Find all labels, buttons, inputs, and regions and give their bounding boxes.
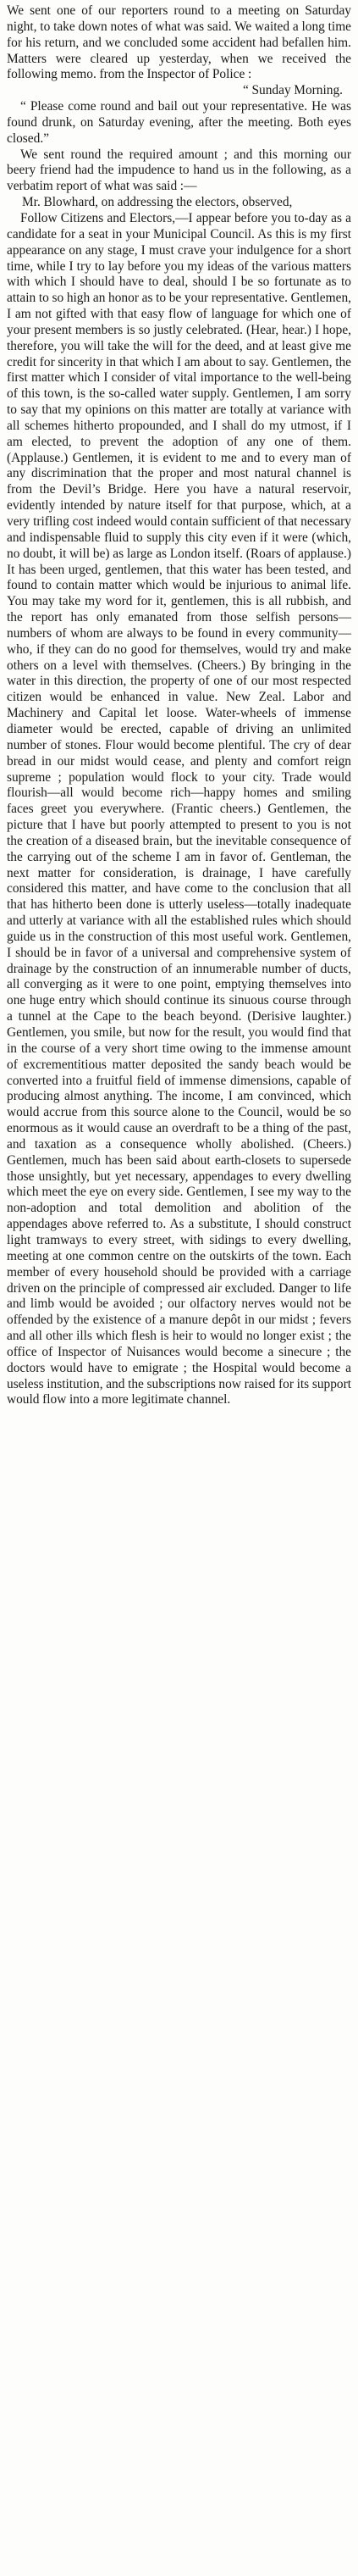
- memo-body: “ Please come round and bail out your representative. He was found drunk, on Saturday evening, after the meeting. Both eyes closed.”: [7, 99, 351, 146]
- memo-dateline: “ Sunday Morning.: [242, 83, 343, 98]
- article-column: [7, 3, 351, 1408]
- reply-paragraph: We sent round the required amount ; and this morning our beery friend had the impudence to hand us in the following, as a verbatim report of what was said :—: [7, 147, 351, 194]
- intro-paragraph: We sent one of our reporters round to a meeting on Saturday night, to take down notes of what was said. We waited a long time for his return, and we concluded some accident had befallen him. Matters were cleared up yesterday, when we received the following memo. from the Inspector of Police :: [7, 3, 351, 82]
- speaker-intro: Mr. Blowhard, on addressing the electors, observed,: [22, 195, 293, 210]
- speech-body: Follow Citizens and Electors,—I appear before you to-day as a candidate for a seat in your Municipal Council. As this is my first appearance on any stage, I must crave your indulgence for a short time, while I try to lay before you my ideas of the various matters with which I should have to deal, should I be so fortunate as to attain to so high an honor as to be your representative. Gentlemen, I am not gifted with that easy flow of language for which one of your present members is so justly celebrated. (Hear, hear.) I hope, therefore, you will take the will for the deed, and at least give me credit for sincerity in that which I am about to say. Gentlemen, the first matter which I consider of vital importance to the well-being of this town, is the so-called water supply. Gentlemen, I am sorry to say that my opinions on this matter are totally at variance with all schemes hitherto propounded, and I shall do my utmost, if I am elected, to prevent the adoption of any one of them. (Applause.) Gentlemen, it is evident to me and to every man of any discrimination that the proper and most natural channel is from the Devil’s Bridge. Here you have a natural reservoir, evidently intended by nature itself for that purpose, which, at a very trifling cost indeed would contain sufficient of that necessary and indispensable fluid to supply this city even if it were (which, no doubt, it will be) as large as London itself. (Roars of applause.) It has been urged, gentlemen, that this water has been tested, and found to contain matter which would be injurious to animal life. You may take my word for it, gentlemen, this is all rubbish, and the report has only emanated from those selfish persons—numbers of whom are always to be found in every community—who, if they can do no good for themselves, would try and make others on a level with themselves. (Cheers.) By bringing in the water in this direction, the property of one of our most respected citizen would be enhanced in value. New Zeal. Labor and Machinery and Capital let loose. Water-wheels of immense diameter would be erected, capable of driving an unlimited number of stones. Flour would become plentiful. The cry of dear bread in our midst would cease, and plenty and comfort reign supreme ; population would flock to your city. Trade would flourish—all would become rich—happy homes and smiling faces greet you everywhere. (Frantic cheers.) Gentlemen, the picture that I have but poorly attempted to present to you is not the creation of a diseased brain, but the inevitable consequence of the carrying out of the scheme I am in favor of. Gentleman, the next matter for consideration, is drainage, I have carefully considered this matter, and have come to the conclusion that all that has hitherto been done is utterly useless—totally inadequate and utterly at variance with all the established rules which should guide us in the construction of this most useful work. Gentlemen, I should be in favor of a universal and comprehensive system of drainage by the construction of an innumerable number of ducts, all converging as it were to one point, emptying themselves into one huge entry which should continue its sinuous course through a tunnel at the Cape to the beach beyond. (Derisive laughter.) Gentlemen, you smile, but now for the result, you would find that in the course of a very short time owing to the immense amount of excrementitious matter deposited the sandy beach would be converted into a fruitful field of immense dimensions, capable of producing almost anything. The income, I am convinced, which would accrue from this source alone to the Council, would be so enormous as it would cause an overdraft to be a thing of the past, and taxation as a consequence wholly abolished. (Cheers.) Gentlemen, much has been said about earth-closets to supersede those unsightly, but yet necessary, appendages to every dwelling which meet the eye on every side. Gentlemen, I see my way to the non-adoption and total demolition and abolition of the appendages above referred to. As a substitute, I should construct light tramways to every street, with sidings to every dwelling, meeting at one common centre on the outskirts of the town. Each member of every household should be provided with a carriage driven on the principle of compressed air excluded. Danger to life and limb would be avoided ; our olfactory nerves would not be offended by the existence of a manure depôt in our midst ; fevers and all other ills which flesh is heir to would no longer exist ; the office of Inspector of Nuisances would become a sinecure ; the doctors would have to emigrate ; the Hospital would become a useless institution, and the subscriptions now raised for its support would flow into a more legitimate channel.: [7, 210, 351, 1407]
